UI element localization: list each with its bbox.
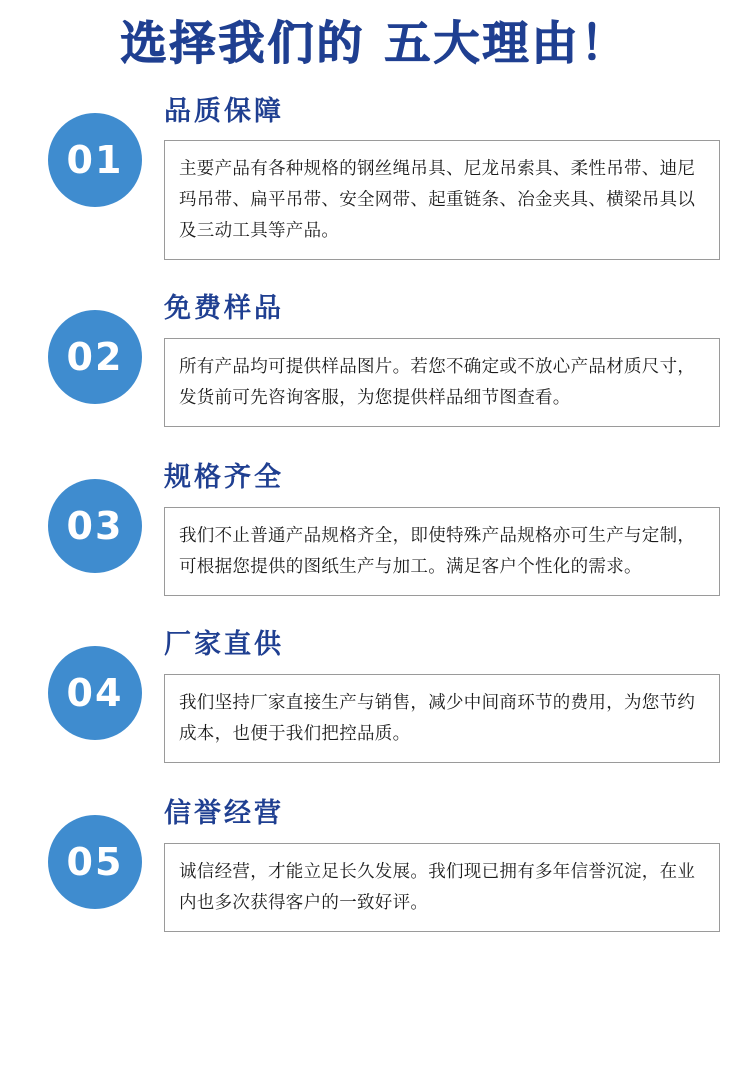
reason-body bbox=[164, 91, 720, 261]
reason-description: 我们不止普通产品规格齐全，即使特殊产品规格亦可生产与定制，可根据您提供的图纸生产与加工。满足客户个性化的需求。 bbox=[164, 507, 720, 596]
reason-number-badge: 05 bbox=[48, 815, 142, 909]
reason-body bbox=[164, 793, 720, 932]
list-item bbox=[48, 624, 720, 763]
reasons-list bbox=[0, 91, 750, 933]
reason-title: 品质保障 bbox=[164, 95, 284, 127]
page-header bbox=[0, 0, 750, 69]
reason-title: 厂家直供 bbox=[164, 629, 284, 661]
reason-title: 信誉经营 bbox=[164, 798, 284, 830]
reason-body bbox=[164, 288, 720, 427]
reason-number-badge: 04 bbox=[48, 646, 142, 740]
reason-description: 我们坚持厂家直接生产与销售，减少中间商环节的费用，为您节约成本，也便于我们把控品质。 bbox=[164, 674, 720, 763]
reason-description: 主要产品有各种规格的钢丝绳吊具、尼龙吊索具、柔性吊带、迪尼玛吊带、扁平吊带、安全网带、起重链条、冶金夹具、横梁吊具以及三动工具等产品。 bbox=[164, 140, 720, 260]
page-title: 选择我们的 五大理由！ bbox=[120, 16, 630, 70]
reason-body bbox=[164, 457, 720, 596]
list-item bbox=[48, 91, 720, 261]
reason-number-badge: 03 bbox=[48, 479, 142, 573]
reason-title: 规格齐全 bbox=[164, 462, 284, 494]
reason-title: 免费样品 bbox=[164, 293, 284, 325]
list-item bbox=[48, 288, 720, 427]
reason-number-badge: 02 bbox=[48, 310, 142, 404]
reason-description: 所有产品均可提供样品图片。若您不确定或不放心产品材质尺寸，发货前可先咨询客服，为您提供样品细节图查看。 bbox=[164, 338, 720, 427]
reason-description: 诚信经营，才能立足长久发展。我们现已拥有多年信誉沉淀，在业内也多次获得客户的一致好评。 bbox=[164, 843, 720, 932]
list-item bbox=[48, 457, 720, 596]
reason-body bbox=[164, 624, 720, 763]
list-item bbox=[48, 793, 720, 932]
reason-number-badge: 01 bbox=[48, 113, 142, 207]
